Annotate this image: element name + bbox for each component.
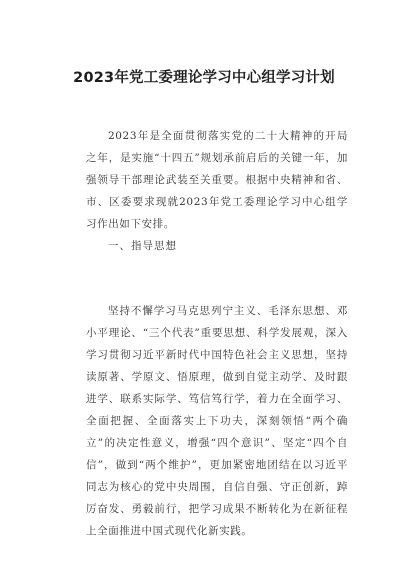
section-body-guiding-ideology: 坚持不懈学习马克思列宁主义、毛泽东思想、邓小平理论、“三个代表”重要思想、科学发展观，深入学习贯彻习近平新时代中国特色社会主义思想，坚持读原著、学原文、悟原理，做到自觉主动学、及时跟进学、联系实际学、笃信笃行学，着力在全面学习、全面把握、全面落实上下功夫，深刻领悟“两个确立”的决定性意义，增强“四个意识”、坚定“四个自信”，做到“两个维护”，更加紧密地团结在以习近平同志为核心的党中央周围，自信自强、守正创新，踔厉奋发、勇毅前行，把学习成果不断转化为在新征程上全面推进中国式现代化新实践。 bbox=[86, 305, 348, 537]
section-heading-guiding-ideology: 一、指导思想 bbox=[108, 240, 177, 252]
intro-paragraph: 2023年是全面贯彻落实党的二十大精神的开局之年，是实施“十四五”规划承前启后的关键一年，加强领导干部理论武装至关重要。根据中央精神和省、市、区委要求现就2023年党工委理论学习中心组学习作出如下安排。 bbox=[86, 130, 348, 230]
document-title: 2023年党工委理论学习中心组学习计划 bbox=[73, 70, 335, 86]
